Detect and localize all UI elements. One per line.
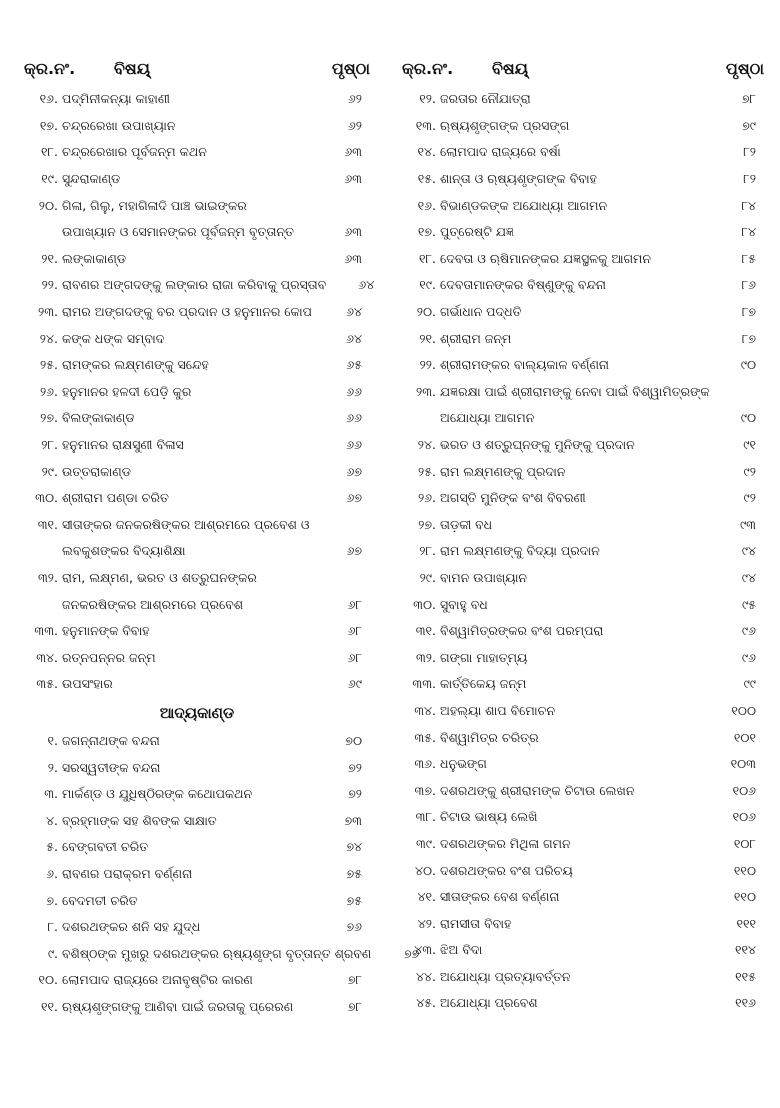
entry-title: ଝିଅ ବିଦା: [440, 942, 483, 958]
toc-entry: [402, 512, 764, 539]
entry-page: ୮୭: [741, 330, 756, 346]
toc-entry: [24, 834, 370, 861]
right-header: [402, 52, 764, 86]
entry-title: ଶ୍ରୀରାମଙ୍କର ବାଲ୍ୟକାଳ ବର୍ଣ୍ଣନା: [440, 357, 609, 373]
entry-title: ସୀତାଙ୍କର ବେଶ ବର୍ଣ୍ଣନା: [440, 889, 560, 905]
entry-number: ୨୧.: [41, 250, 58, 266]
entry-title: କାର୍ତ୍ତିକେୟ ଜନ୍ମ: [440, 676, 527, 692]
entry-title: ଶାନ୍ତା ଓ ଋଷ୍ୟଶୃଙ୍ଗଙ୍କ ବିବାହ: [440, 171, 597, 187]
entry-number: ୩୩.: [412, 676, 436, 692]
entry-title: ରାମ, ଲକ୍ଷ୍ମଣ, ଭରତ ଓ ଶତ୍ରୁଘନଙ୍କର: [62, 569, 257, 585]
toc-entry: [24, 671, 370, 698]
toc-entry: [402, 644, 764, 671]
entry-page: ୮୬: [741, 277, 756, 293]
entry-number: ୨୨.: [41, 277, 58, 293]
toc-entry: [24, 807, 370, 834]
toc-entry: [24, 86, 370, 113]
entry-page: ୧୦୬: [732, 782, 756, 798]
entry-page: ୬୮: [347, 596, 362, 612]
toc-entry: [402, 910, 764, 937]
toc-entry: [402, 299, 764, 326]
entry-title: ତାଡ଼କୀ ବଧ: [440, 516, 493, 532]
entry-title: ଗିଳା, ଗିଲୁ, ମହାଗିଳାଦି ପାଞ୍ଚ ଭାଇଙ୍କର: [62, 197, 247, 213]
entry-page: ୬୬: [346, 383, 362, 399]
entry-page: ୧୦୬: [732, 809, 756, 825]
entry-page: ୧୧୧: [736, 915, 756, 931]
toc-entry-continuation: [24, 219, 370, 246]
entry-page: ୧୧୦: [733, 862, 756, 878]
entry-number: ୩୪.: [36, 649, 58, 665]
toc-entry: [24, 246, 370, 273]
entry-page: ୯୦: [740, 410, 756, 426]
entry-title: ରାମସୀତା ବିବାହ: [440, 915, 512, 931]
entry-title: ବିଲଙ୍କାକାଣ୍ଡ: [62, 410, 135, 426]
entry-number: ୩୪.: [414, 702, 436, 718]
entry-number: ୧୩.: [415, 117, 436, 133]
entry-title: ଲଙ୍କାକାଣ୍ଡ: [62, 250, 127, 266]
header-page: ପୃଷ୍ଠା: [331, 59, 370, 78]
entry-number: ୨୪.: [39, 330, 58, 346]
entry-number: ୨୮.: [419, 543, 436, 559]
entry-number: ୨୨.: [419, 357, 436, 373]
entry-page: ୯୩: [739, 516, 756, 532]
entry-number: ୩୭.: [414, 782, 436, 798]
entry-number: ୩୧.: [415, 623, 436, 639]
toc-entry-continuation: [24, 591, 370, 618]
entry-title: ରାମ ଲକ୍ଷ୍ମଣଙ୍କୁ ପ୍ରଦାନ: [440, 463, 566, 479]
section-title: ଆଦ୍ୟକାଣ୍ଡ: [159, 703, 235, 722]
toc-entry: [402, 698, 764, 725]
entry-number: ୧୧.: [41, 998, 58, 1014]
toc-entry: [402, 86, 764, 113]
entry-page: ୬୬: [346, 410, 362, 426]
entry-title: ଜନକରଷିଙ୍କର ଆଶ୍ରମରେ ପ୍ରବେଶ: [62, 596, 244, 612]
entry-number: ୩୦.: [35, 490, 58, 506]
entry-title: ବିଶ୍ୱାମିତ୍ର ଚରିତ୍ର: [440, 729, 539, 745]
entry-title: ଅଗସ୍ତି ମୁନିଙ୍କ ବଂଶ ବିବରଣୀ: [440, 490, 586, 506]
entry-page: ୬୯: [347, 676, 362, 692]
entry-page: ୯୦: [740, 357, 756, 373]
header-subject: ବିଷୟ୍: [114, 59, 150, 78]
toc-entry: [402, 857, 764, 884]
entry-number: ୨୬.: [39, 383, 58, 399]
entry-title: ଚନ୍ଦ୍ରରେଖା ଉପାଖ୍ୟାନ: [62, 117, 176, 133]
entry-number: ୩୮.: [415, 809, 436, 825]
entry-title: ଯଜ୍ଞରକ୍ଷା ପାଇଁ ଶ୍ରୀରାମଙ୍କୁ ନେବା ପାଇଁ ବିଶ୍ୱାମିତ୍ରଙ୍କ: [440, 383, 710, 399]
entry-title: ବେଦମତୀ ଚରିତ: [62, 892, 138, 908]
toc-entry: [24, 728, 370, 755]
entry-page: ୯୬: [741, 649, 756, 665]
entry-number: ୨୫.: [418, 463, 436, 479]
entry-page: ୮୨: [743, 171, 756, 187]
entry-page: ୧୦୦: [731, 702, 756, 718]
entry-title: ଜରତାର ନୌଯାତ୍ରା: [440, 91, 531, 107]
entry-number: ୩୩.: [34, 623, 58, 639]
entry-page: ୭୫: [346, 865, 362, 881]
entry-number: ୩୯.: [415, 835, 436, 851]
entry-title: ଅଯୋଧ୍ୟା ପ୍ରତ୍ୟାବର୍ତ୍ତନ: [440, 968, 571, 984]
toc-entry: [402, 219, 764, 246]
entry-number: ୩୬.: [414, 756, 436, 772]
toc-entry: [402, 831, 764, 858]
entry-title: ଲୋମପାଦ ରାଜ୍ୟରେ ଅନାବୃଷ୍ଟିର କାରଣ: [62, 972, 253, 988]
entry-number: ୪୧.: [417, 889, 436, 905]
entry-page: ୭୮: [347, 998, 362, 1014]
entry-title: ସରସ୍ୱତୀଙ୍କ ବନ୍ଦନା: [62, 759, 161, 775]
entry-number: ୨୮.: [41, 437, 58, 453]
entry-page: ୭୯: [742, 117, 756, 133]
header-num: କ୍ର.ନଂ.: [24, 59, 76, 78]
toc-entry: [402, 724, 764, 751]
entry-title: ଲବକୁଶଙ୍କର ବିଦ୍ୟାଶିକ୍ଷା: [62, 543, 186, 559]
entry-page: ୬୩: [344, 224, 362, 240]
entry-page: ୬୭: [346, 543, 362, 559]
entry-number: ୧୭.: [417, 224, 436, 240]
toc-entry: [402, 538, 764, 565]
entry-title: ଶ୍ରୀରାମ ଜନ୍ମ: [440, 330, 512, 346]
entry-number: ୨୬.: [417, 490, 436, 506]
header-num: କ୍ର.ନଂ.: [402, 59, 454, 78]
toc-entry: [402, 379, 764, 406]
toc-entry: [402, 618, 764, 645]
toc-entry: [24, 299, 370, 326]
entry-page: ୧୦୧: [733, 729, 756, 745]
toc-entry: [402, 246, 764, 273]
entry-page: ୭୭: [404, 945, 420, 961]
toc-entry: [24, 781, 370, 808]
entry-title: ହନୁମାନର ହଳଦୀ ପେଡ଼ି କୁର: [62, 383, 192, 399]
toc-entry: [24, 754, 370, 781]
entry-page: ୬୭: [346, 490, 362, 506]
entry-number: ୨୭.: [40, 410, 58, 426]
entry-title: ଦେବତାମାନଙ୍କର ବିଷ୍ଣୁଙ୍କୁ ବନ୍ଦନା: [440, 277, 606, 293]
entry-page: ୮୪: [741, 224, 756, 240]
entry-page: ୬୩: [344, 250, 362, 266]
entry-page: ୬୭: [346, 463, 362, 479]
entry-number: ୧୬.: [39, 91, 58, 107]
toc-entry: [402, 937, 764, 964]
right-column: [402, 52, 764, 1017]
entry-number: ୧.: [47, 732, 58, 748]
entry-number: ୨୩.: [37, 304, 58, 320]
right-entries: [402, 86, 764, 1017]
entry-title: ଉତ୍ତରାକାଣ୍ଡ: [62, 463, 131, 479]
entry-title: ଲୋମପାଦ ରାଜ୍ୟରେ ବର୍ଷା: [440, 144, 561, 160]
entry-page: ୬୫: [346, 357, 362, 373]
entry-number: ୩୨.: [415, 649, 436, 665]
toc-entry: [24, 861, 370, 888]
entry-number: ୩୧.: [37, 516, 58, 532]
entry-title: ହନୁମାନଙ୍କ ବିବାହ: [62, 623, 150, 639]
entry-title: ରାମଙ୍କର ଲକ୍ଷ୍ମଣଙ୍କୁ ସନ୍ଦେହ: [62, 357, 209, 373]
entry-title: ଗର୍ଭାଧାନ ପଦ୍ଧତି: [440, 304, 522, 320]
entry-title: ଗଙ୍ଗା ମାହାତ୍ମ୍ୟ: [440, 649, 528, 665]
entry-number: ୧୭.: [39, 117, 58, 133]
entry-title: ରାବଣର ପରାକ୍ରମ ବର୍ଣ୍ଣନା: [62, 865, 193, 881]
toc-entry: [402, 113, 764, 140]
toc-entry: [402, 990, 764, 1017]
entry-page: ୯୨: [743, 490, 756, 506]
toc-entry: [24, 458, 370, 485]
entry-title: ବଶିଷ୍ଠଙ୍କ ମୁଖରୁ ଦଶରଥଙ୍କର ଋଷ୍ୟଶୃଙ୍ଗ ବୃତ୍ତାନ୍ତ ଶ୍ରବଣ: [62, 945, 372, 961]
entry-title: ପଦ୍ମିନୀକନ୍ୟା କାହାଣୀ: [62, 91, 171, 107]
entry-page: ୯୯: [743, 676, 756, 692]
entry-page: ୭୨: [348, 786, 362, 802]
entry-title: ରାମ ଲକ୍ଷ୍ମଣଙ୍କୁ ବିଦ୍ୟା ପ୍ରଦାନ: [440, 543, 600, 559]
toc-entry: [402, 352, 764, 379]
toc-entry: [24, 325, 370, 352]
entry-title: ହନୁମାନର ରାକ୍ଷସୁଣୀ ବିଳାସ: [62, 437, 184, 453]
entry-page: ୧୦୩: [730, 756, 756, 772]
entry-number: ୧୯.: [419, 277, 436, 293]
entry-number: ୨୯.: [41, 463, 58, 479]
entry-number: ୪୩.: [414, 942, 436, 958]
toc-entry: [402, 964, 764, 991]
toc-entry: [24, 994, 370, 1021]
entry-number: ୨୪.: [417, 437, 436, 453]
entry-page: ୭୨: [348, 759, 362, 775]
entry-number: ୩.: [44, 786, 58, 802]
entry-number: ୯.: [47, 945, 58, 961]
entry-number: ୧୮.: [418, 250, 436, 266]
entry-page: ୧୧୪: [734, 942, 756, 958]
entry-number: ୮.: [47, 919, 58, 935]
entry-number: ୨୦.: [416, 304, 436, 320]
toc-entry: [24, 352, 370, 379]
entry-title: ସୀତାଙ୍କର ଜନକରଷିଙ୍କର ଆଶ୍ରମରେ ପ୍ରବେଶ ଓ: [62, 516, 310, 532]
entry-page: ୯୬: [741, 623, 756, 639]
entry-page: ୮୭: [741, 304, 756, 320]
entry-number: ୧୨.: [419, 91, 436, 107]
entry-page: ୯୫: [741, 596, 756, 612]
entry-page: ୬୪: [346, 304, 362, 320]
toc-entry: [402, 884, 764, 911]
toc-entry: [24, 432, 370, 459]
entry-number: ୧୮.: [40, 144, 58, 160]
toc-entry: [24, 940, 420, 967]
toc-entry: [24, 192, 370, 219]
toc-entry-continuation: [24, 538, 370, 565]
entry-page: ୬୨: [347, 117, 362, 133]
entry-page: ୮୪: [741, 197, 756, 213]
entry-number: ୪୫.: [416, 995, 436, 1011]
toc-entry: [402, 591, 764, 618]
entry-number: ୧୫.: [417, 171, 436, 187]
left-column: [24, 52, 420, 1020]
entry-page: ୬୩: [344, 171, 362, 187]
entry-title: ଉପାଖ୍ୟାନ ଓ ସେମାନଙ୍କର ପୂର୍ବଜନ୍ମ ବୃତ୍ତାନ୍ତ: [62, 224, 294, 240]
entry-number: ୧୦.: [38, 972, 58, 988]
entry-page: ୭୩: [344, 812, 362, 828]
toc-entry: [402, 325, 764, 352]
entry-page: ୧୧୬: [735, 995, 756, 1011]
entry-number: ୩୫.: [36, 676, 58, 692]
entry-title: ପୁତ୍ରେଷ୍ଟି ଯଜ୍ଞ: [440, 224, 514, 240]
entry-title: ଋଷ୍ୟଶୃଙ୍ଗଙ୍କୁ ଆଣିବା ପାଇଁ ଜରତାକୁ ପ୍ରେରଣ: [62, 998, 294, 1014]
entry-title: ଦେବତା ଓ ଋଷିମାନଙ୍କର ଯଜ୍ଞସ୍ଥଳକୁ ଆଗମନ: [440, 250, 652, 266]
left-header: [24, 52, 370, 86]
entry-page: ୬୬: [346, 437, 362, 453]
toc-entry: [24, 512, 370, 539]
entry-number: ୫.: [46, 839, 58, 855]
header-subject: ବିଷୟ୍: [492, 59, 528, 78]
toc-entry: [24, 272, 375, 299]
toc-entry: [24, 644, 370, 671]
left-entries: [24, 86, 375, 698]
entry-page: ୯୪: [741, 569, 756, 585]
toc-entry: [402, 192, 764, 219]
entry-page: ୮୨: [743, 144, 756, 160]
toc-entry: [402, 485, 764, 512]
entry-title: ଦଶରଥଙ୍କର ବଂଶ ପରିଚୟ: [440, 862, 573, 878]
entry-page: ୭୮: [741, 91, 756, 107]
toc-entry-continuation: [402, 405, 764, 432]
adyakanda-entries: [24, 728, 420, 1021]
entry-number: ୨୯.: [419, 569, 436, 585]
entry-title: ସୁନ୍ଦରାକାଣ୍ଡ: [62, 171, 121, 187]
entry-number: ୨୦.: [38, 197, 58, 213]
entry-number: ୪.: [46, 812, 58, 828]
entry-page: ୧୧୫: [735, 968, 756, 984]
entry-title: ଜଗନ୍ନାଥଙ୍କ ବନ୍ଦନା: [62, 732, 160, 748]
toc-entry: [402, 804, 764, 831]
entry-title: ଉପସଂହାର: [62, 676, 113, 692]
entry-number: ୧୯.: [41, 171, 58, 187]
entry-page: ୬୨: [347, 91, 362, 107]
entry-page: ୧୦୮: [733, 835, 756, 851]
entry-title: ଦଶରଥଙ୍କର ମିଥିଳା ଗମନ: [440, 835, 571, 851]
entry-title: ବାମନ ଉପାଖ୍ୟାନ: [440, 569, 528, 585]
entry-number: ୧୬.: [417, 197, 436, 213]
entry-title: ଅହଲ୍ୟା ଶାପ ବିମୋଚନ: [440, 702, 556, 718]
entry-page: ୯୨: [743, 463, 756, 479]
entry-title: ବିଭାଣ୍ଡକଙ୍କ ଅଯୋଧ୍ୟା ଆଗମନ: [440, 197, 608, 213]
toc-entry: [402, 432, 764, 459]
header-page: ପୃଷ୍ଠା: [725, 59, 764, 78]
entry-number: ୨୧.: [419, 330, 436, 346]
entry-number: ୨୩.: [415, 383, 436, 399]
entry-page: ୭୫: [346, 892, 362, 908]
entry-title: ଋଷ୍ୟଶୃଙ୍ଗଙ୍କ ପ୍ରସଙ୍ଗ: [440, 117, 570, 133]
entry-number: ୩୦.: [413, 596, 436, 612]
entry-page: ୯୧: [743, 437, 756, 453]
entry-title: ମାର୍କଣ୍ଡ ଓ ଯୁଧିଷ୍ଠିରଙ୍କ କଥୋପକଥନ: [62, 786, 253, 802]
entry-number: ୨.: [47, 759, 58, 775]
entry-title: ରତ୍ନପନ୍ନର ଜନ୍ମ: [62, 649, 156, 665]
entry-title: ଶ୍ରୀରାମ ପଣ୍ଡା ଚରିତ: [62, 490, 169, 506]
entry-number: ୪୦.: [414, 862, 436, 878]
entry-number: ୨୭.: [418, 516, 436, 532]
entry-page: ୬୪: [358, 277, 375, 293]
toc-entry: [24, 618, 370, 645]
entry-number: ୭.: [46, 892, 58, 908]
entry-title: ବେଙ୍ଗବତୀ ଚରିତ: [62, 839, 149, 855]
toc-entry: [24, 113, 370, 140]
entry-number: ୪୨.: [417, 915, 436, 931]
toc-entry: [24, 565, 370, 592]
entry-title: ଅଯୋଧ୍ୟା ପ୍ରବେଶ: [440, 995, 538, 1011]
toc-entry: [24, 887, 370, 914]
entry-title: ଦଶରଥଙ୍କର ଶନି ସହ ଯୁଦ୍ଧ: [62, 919, 201, 935]
entry-page: ୯୪: [741, 543, 756, 559]
entry-title: ଚିଟାଉ ଭାଷ୍ୟ ଲେଖି: [440, 809, 538, 825]
entry-title: ଭରତ ଓ ଶତ୍ରୁଘ୍ନଙ୍କୁ ମୁନିଙ୍କୁ ପ୍ରଦାନ: [440, 437, 635, 453]
entry-page: ୭୦: [345, 732, 362, 748]
entry-number: ୧୪.: [417, 144, 436, 160]
entry-number: ୩୨.: [37, 569, 58, 585]
toc-entry: [24, 166, 370, 193]
toc-entry: [402, 751, 764, 778]
toc-entry: [402, 565, 764, 592]
toc-entry: [402, 166, 764, 193]
entry-page: ୬୪: [346, 330, 362, 346]
entry-title: ସୁବାହୁ ବଧ: [440, 596, 488, 612]
entry-page: ୭୬: [346, 919, 362, 935]
entry-title: ଦଶରଥଙ୍କୁ ଶ୍ରୀରାମଙ୍କ ଚିଟାଉ ଲେଖନ: [440, 782, 635, 798]
entry-page: ୬୩: [344, 144, 362, 160]
entry-page: ୬୮: [347, 649, 362, 665]
entry-number: ୩୫.: [414, 729, 436, 745]
entry-title: କଙ୍କ ଧଙ୍କ ସମ୍ବାଦ: [62, 330, 165, 346]
entry-title: ଅଯୋଧ୍ୟା ଆଗମନ: [440, 410, 535, 426]
entry-number: ୬.: [46, 865, 58, 881]
toc-entry: [402, 458, 764, 485]
entry-page: ୭୪: [346, 839, 362, 855]
entry-title: ରାମର ଅଙ୍ଗଦଙ୍କୁ ବର ପ୍ରଦାନ ଓ ହନୁମାନର କୋପ: [62, 304, 312, 320]
toc-entry: [402, 139, 764, 166]
entry-page: ୮୫: [741, 250, 756, 266]
entry-title: ଧନୁଭଙ୍ଗ: [440, 756, 487, 772]
entry-number: ୪୪.: [416, 968, 436, 984]
toc-entry: [24, 914, 370, 941]
entry-title: ବ୍ରହ୍ମାଙ୍କ ସହ ଶିବଙ୍କ ସାକ୍ଷାତ: [62, 812, 217, 828]
toc-entry: [402, 272, 764, 299]
toc-entry: [24, 967, 370, 994]
toc-entry: [24, 139, 370, 166]
toc-entry: [24, 405, 370, 432]
entry-page: ୭୮: [347, 972, 362, 988]
toc-entry: [24, 379, 370, 406]
entry-page: ୬୮: [347, 623, 362, 639]
entry-title: ରାବଣର ଅଙ୍ଗଦଙ୍କୁ ଲଙ୍କାର ରାଜା କରିବାକୁ ପ୍ରସ୍ତାବ: [62, 277, 327, 293]
toc-entry: [402, 671, 764, 698]
entry-title: ଚନ୍ଦ୍ରରେଖାର ପୂର୍ବଜନ୍ମ କଥନ: [62, 144, 207, 160]
entry-number: ୨୫.: [40, 357, 58, 373]
entry-title: ବିଶ୍ୱାମିତ୍ରଙ୍କର ବଂଶ ପରମ୍ପରା: [440, 623, 604, 639]
toc-entry: [24, 485, 370, 512]
entry-page: ୧୧୦: [733, 889, 756, 905]
toc-entry: [402, 777, 764, 804]
